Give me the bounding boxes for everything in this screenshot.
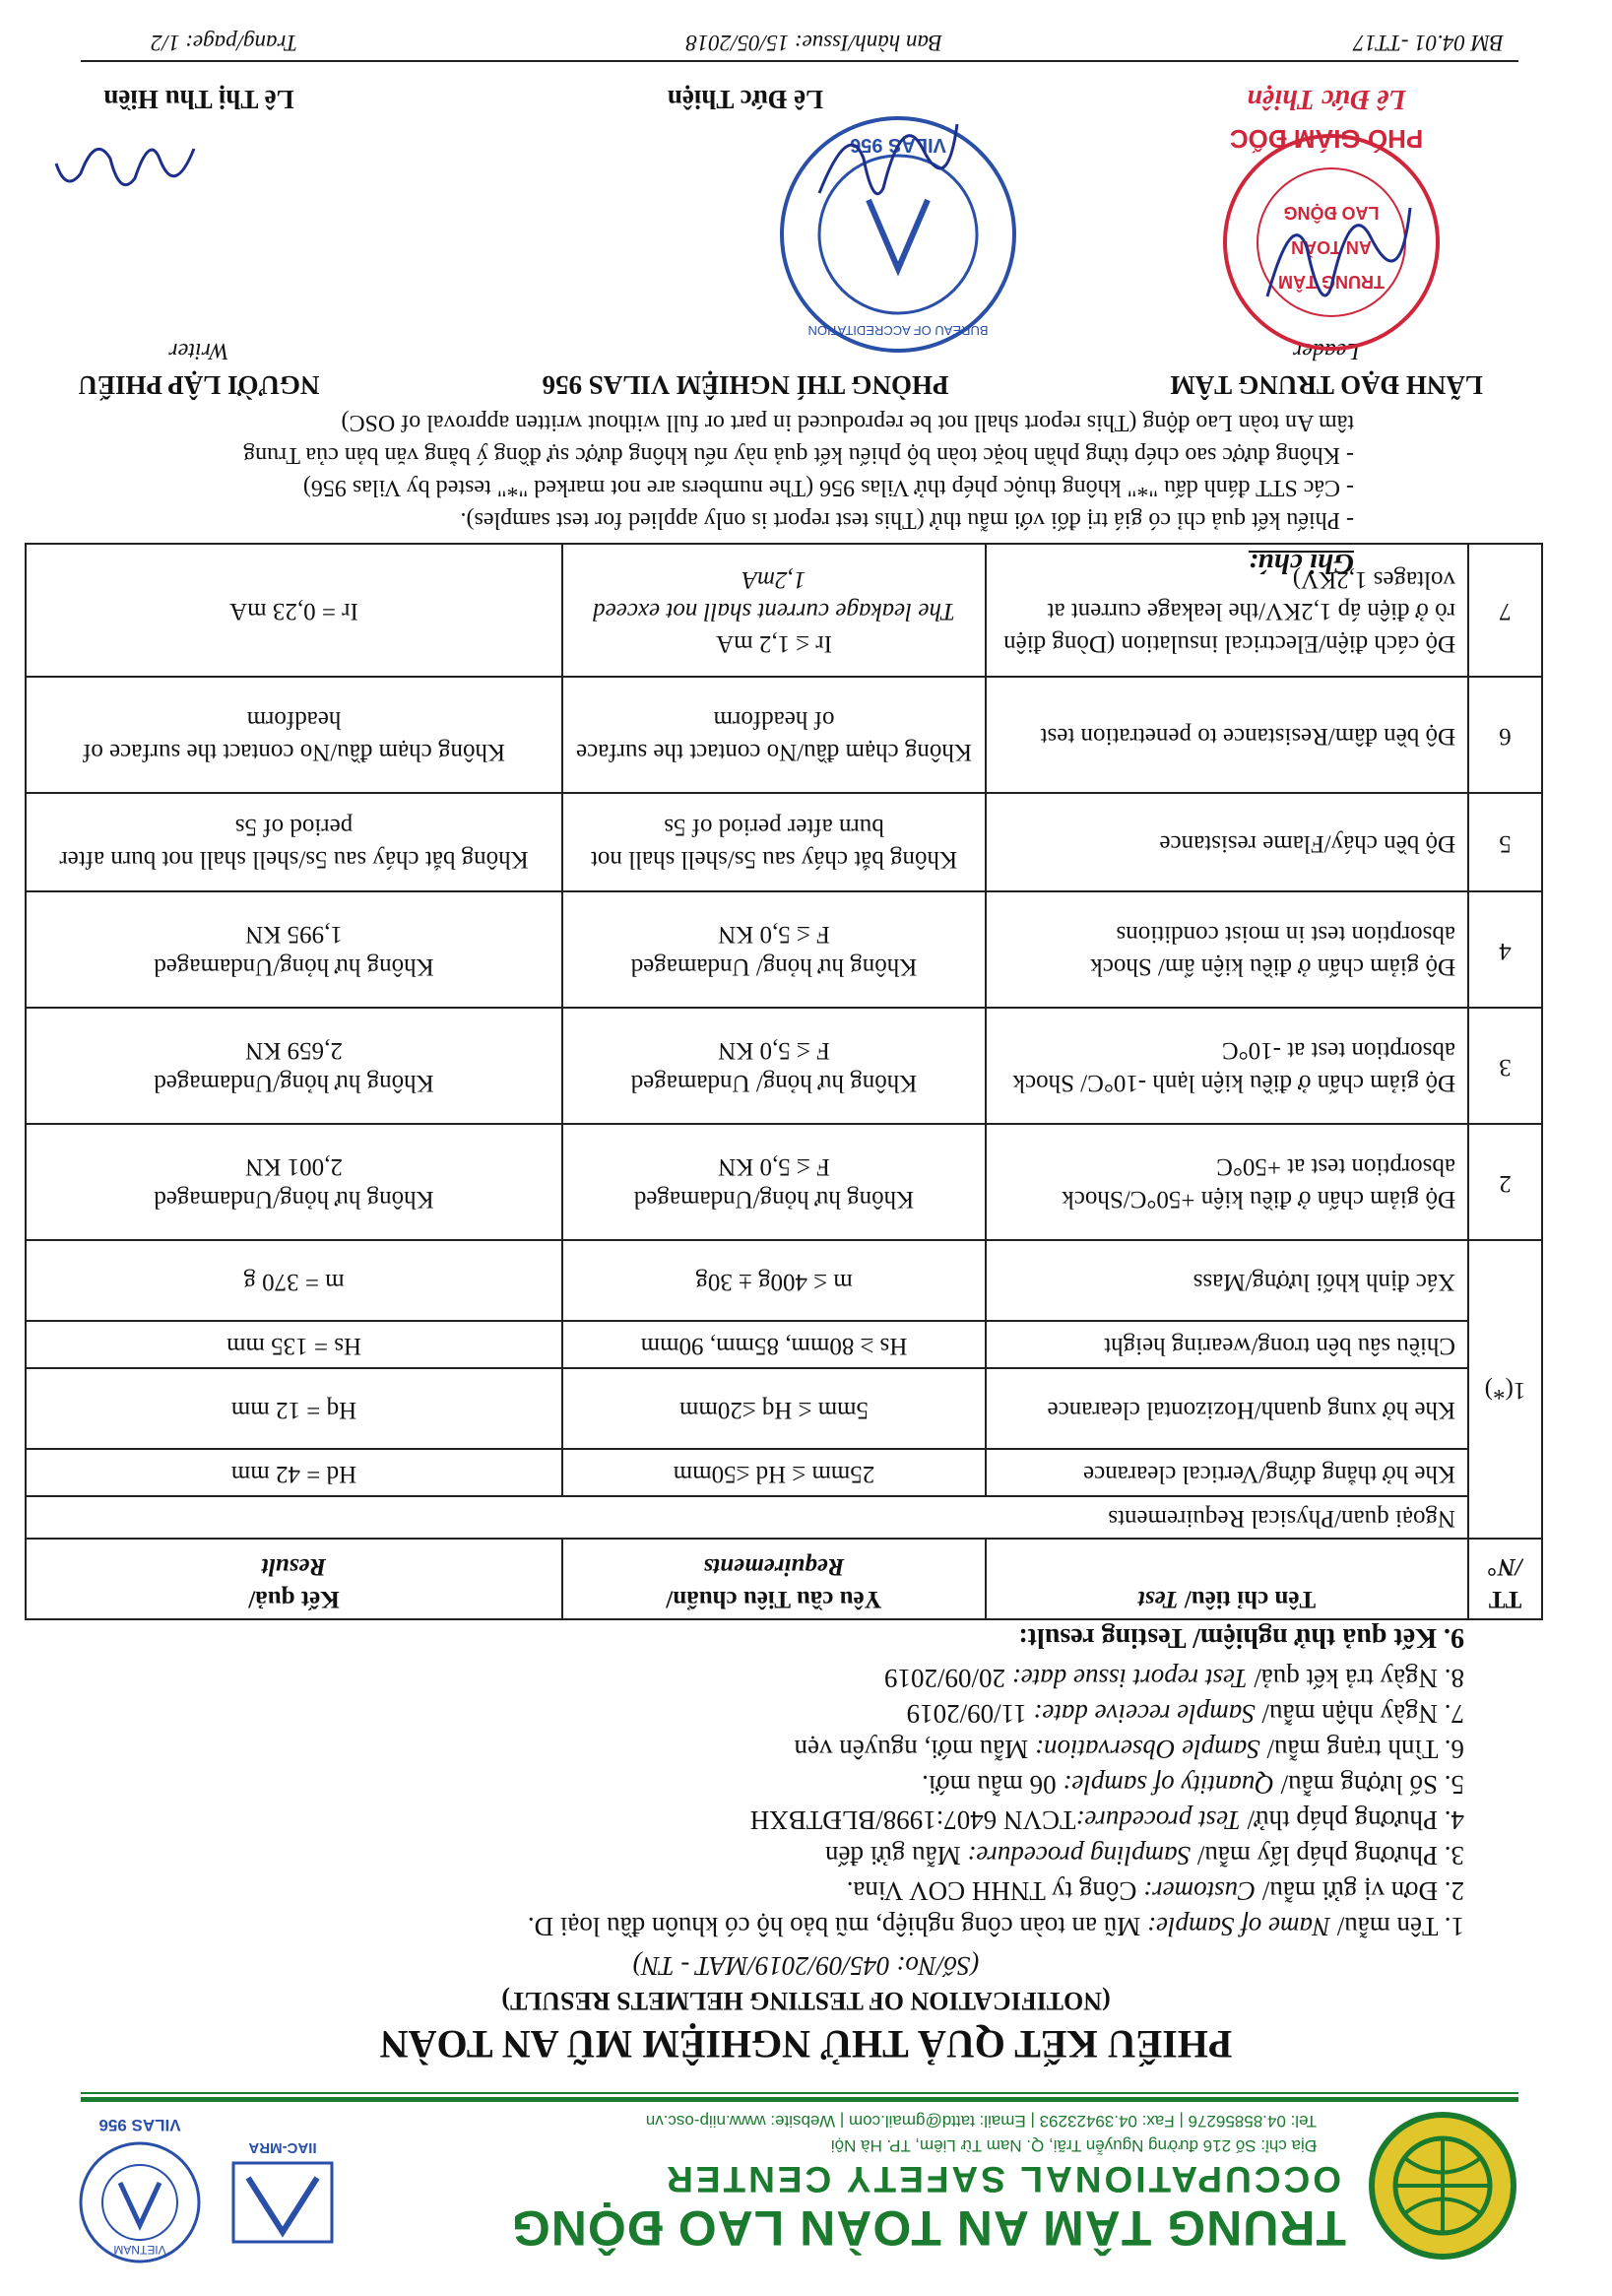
cell-requirement: Không hư hỏng/ Undamaged F ≤ 5,0 KN	[562, 892, 986, 1009]
vilas-seal-label: VILAS 956	[850, 134, 946, 156]
document-title: PHIẾU KẾT QUẢ THỬ NGHIỆM MŨ AN TOÀN	[379, 2022, 1233, 2066]
table-row	[26, 1241, 1542, 1322]
table-row	[26, 1450, 1542, 1497]
table-row-section	[26, 1497, 1542, 1540]
leader-name: Lê Đức Thiện	[1247, 84, 1406, 114]
table-row	[26, 1369, 1542, 1450]
cell-requirement: Hs ≥ 80mm, 85mm, 90mm	[562, 1322, 986, 1369]
cell-result: Không bắt cháy sau 5s/shell shall not burn after period of 5s	[26, 794, 562, 892]
footer-code: BM 04.01 -TT17	[1353, 31, 1504, 55]
cell-test: Độ cách điện/Electrical insulation (Dòng điện rò ở điện áp 1,2KV/the leakage current at voltages 1,2KV)	[986, 545, 1468, 678]
cell-result: Không hư hỏng/Undamaged 2,001 KN	[26, 1125, 562, 1241]
org-name-en: OCCUPATIONAL SAFETY CENTER	[664, 2159, 1341, 2199]
header-rule	[81, 2097, 1518, 2102]
testing-result-heading: 9. Kết quả thử nghiệm/ Testing result:	[1018, 1622, 1464, 1653]
lab-signer-name: Lê Đức Thiện	[667, 85, 824, 114]
cell-no: 7	[1468, 545, 1542, 678]
footer-page: Trang/page: 1/2	[151, 31, 297, 55]
note-line: tâm An toàn Lao động (This report shall not be reproduced in part or full without written approval of OSC)	[341, 410, 1354, 435]
header-result: Kết quả/ Result	[26, 1539, 562, 1619]
cell-no: 2	[1468, 1125, 1542, 1241]
header-no: TT /N°	[1468, 1539, 1542, 1619]
leader-title: LÃNH ĐẠO TRUNG TÂM	[1170, 370, 1483, 400]
note-line: - Các STT đánh dấu "*" không thuộc phép thử Vilas 956 (The numbers are not marked "*" tested by Vilas 956)	[302, 475, 1354, 500]
cell-no-group1: 1(*)	[1468, 1241, 1542, 1540]
org-address: Địa chỉ: Số 216 đường Nguyễn Trãi, Q. Nam Từ Liêm, TP. Hà Nội	[830, 2136, 1317, 2155]
table-row	[26, 678, 1542, 794]
cell-test: Độ giảm chấn ở điều kiện ẩm/ Shock absorption test in moist conditions	[986, 892, 1468, 1009]
footer-rule	[81, 60, 1518, 62]
header-rule-thin	[81, 2092, 1518, 2094]
boa-logo-top: VIETNAM	[113, 2243, 166, 2257]
cell-requirement: 5mm ≤ Hq ≤20mm	[562, 1369, 986, 1450]
notes-heading: Ghi chú:	[1248, 548, 1354, 579]
table-header-row	[26, 1539, 1542, 1619]
iiac-mra-label: IIAC-MRA	[248, 2139, 317, 2156]
writer-title: NGƯỜI LẬP PHIẾU	[78, 370, 320, 400]
results-table	[25, 544, 1543, 1621]
cell-result: Hq = 12 mm	[26, 1369, 562, 1450]
cell-no: 4	[1468, 892, 1542, 1009]
note-line: - Không được sao chép từng phần hoặc toàn bộ phiếu kết quả này nếu không được sự đồng ý bằng văn bản của Trung	[243, 442, 1354, 468]
cell-requirement: m ≤ 400g ± 30g	[562, 1241, 986, 1322]
cell-requirement: Không chạm đầu/No contact the surface of headform	[562, 678, 986, 794]
info-line-observation: 6. Tình trạng mẫu/ Sample Observation: Mẫu mới, nguyên vẹn	[794, 1735, 1464, 1764]
boa-logo-label: VILAS 956	[98, 2116, 181, 2134]
red-seal-top: TRUNG TÂM	[1278, 272, 1385, 292]
cell-test: Chiều sâu bên trong/wearing height	[986, 1322, 1468, 1369]
cell-test: Độ bền đâm/Resistance to penetration test	[986, 678, 1468, 794]
footer-issue: Ban hành/Issue: 15/05/2018	[685, 31, 942, 55]
cell-result: Không hư hỏng/Undamaged 2,659 KN	[26, 1009, 562, 1125]
lab-signature-icon	[805, 99, 972, 218]
leader-position: PHÓ GIÁM ĐỐC	[1229, 124, 1424, 154]
cell-result: Không hư hỏng/Undamaged 1,995 KN	[26, 892, 562, 1009]
cell-test: Khe hở xung quanh/Hozizontal clearance	[986, 1369, 1468, 1450]
cell-requirement: Không hư hỏng/ Undamaged F ≤ 5,0 KN	[562, 1009, 986, 1125]
org-contact: Tel: 04.85856276 | Fax: 04.39423293 | Email: tattd@gmail.com | Website: www.niip-osc.vn	[645, 2112, 1317, 2131]
cell-result: Không chạm đầu/No contact the surface of headform	[26, 678, 562, 794]
vilas-seal-top: BUREAU OF ACCREDITATION	[807, 323, 989, 338]
info-line-sample-name: 1. Tên mẫu/ Name of Sample: Mũ an toàn công nghiệp, mũ bảo hộ có khuôn đầu loại D.	[527, 1912, 1464, 1941]
lab-title: PHÒNG THÍ NGHIỆM VILAS 956	[542, 370, 949, 400]
document-number: (Số/No: 045/09/2019/MAT - TN)	[632, 1951, 980, 1981]
info-line-customer: 2. Đơn vị gửi mẫu/ Customer: Công ty TNHH COV Vina.	[846, 1876, 1464, 1906]
cell-test: Độ giảm chấn ở điều kiện +50°C/Shock absorption test at +50°C	[986, 1125, 1468, 1241]
cell-no: 5	[1468, 794, 1542, 892]
cell-section-title: Ngoại quan/Physical Requirements	[26, 1497, 1468, 1540]
red-seal-bot: LAO ĐỘNG	[1283, 203, 1380, 223]
writer-name: Lê Thị Thu Hiền	[103, 85, 294, 114]
cell-requirement: Ir ≤ 1,2 mA The leakage current shall not exceed 1,2mA	[562, 545, 986, 678]
header-test: Tên chỉ tiêu/ Test	[986, 1539, 1468, 1619]
header-requirements: Yêu cầu Tiêu chuẩn/ Requirements	[562, 1539, 986, 1619]
cell-test: Độ giảm chấn ở điều kiện lạnh -10°C/ Shock absorption test at -10°C	[986, 1009, 1468, 1125]
leader-signature-icon	[1253, 188, 1430, 326]
cell-requirement: Không bắt cháy sau 5s/shell shall not burn after period of 5s	[562, 794, 986, 892]
note-line: - Phiếu kết quả chỉ có giá trị đối với mẫu thử (This test report is only applied for test samples).	[460, 507, 1354, 533]
table-row	[26, 1322, 1542, 1369]
table-row	[26, 1009, 1542, 1125]
cell-test: Xác định khối lượng/Mass	[986, 1241, 1468, 1322]
writer-role: Writer	[168, 338, 229, 363]
writer-signature-icon	[46, 119, 204, 218]
leader-role: Leader	[1293, 338, 1360, 363]
cell-result: Ir = 0,23 mA	[26, 545, 562, 678]
table-row	[26, 1125, 1542, 1241]
cell-test: Độ bền cháy/Flame resistance	[986, 794, 1468, 892]
table-row	[26, 892, 1542, 1009]
info-line-issue-date: 8. Ngày trả kết quả/ Test report issue date: 20/09/2019	[884, 1664, 1464, 1693]
cell-no: 3	[1468, 1009, 1542, 1125]
cell-result: Hd = 42 mm	[26, 1450, 562, 1497]
cell-no: 6	[1468, 678, 1542, 794]
cell-result: m = 370 g	[26, 1241, 562, 1322]
info-line-test-procedure: 4. Phương pháp thử/ Test procedure:TCVN 6407:1998/BLĐTBXH	[749, 1805, 1464, 1835]
cell-requirement: Không hư hỏng/Undamaged F ≤ 5,0 KN	[562, 1125, 986, 1241]
document-subtitle: (NOTIFICATION OF TESTING HELMETS RESULT)	[501, 1987, 1111, 2015]
table-row	[26, 794, 1542, 892]
iiac-mra-logo-icon	[228, 2129, 337, 2247]
cell-requirement: 25mm ≤ Hd ≤50mm	[562, 1450, 986, 1497]
red-seal-mid: AN TOÀN	[1291, 237, 1372, 257]
info-line-quantity: 5. Số lượng mẫu/ Quantity of sample: 06 mẫu mới.	[922, 1770, 1464, 1800]
osc-logo-icon	[1366, 2109, 1518, 2262]
info-line-sampling: 3. Phương pháp lấy mẫu/ Sampling procedure: Mẫu gửi đến	[825, 1841, 1464, 1870]
org-name-vn: TRUNG TÂM AN TOÀN LAO ĐỘNG	[510, 2200, 1346, 2256]
cell-test: Khe hở thẳng đứng/Vertical clearance	[986, 1450, 1468, 1497]
info-line-receive-date: 7. Ngày nhận mẫu/ Sample receive date: 11/09/2019	[906, 1699, 1464, 1729]
cell-result: Hs = 135 mm	[26, 1322, 562, 1369]
boa-accreditation-logo-icon	[76, 2109, 204, 2266]
